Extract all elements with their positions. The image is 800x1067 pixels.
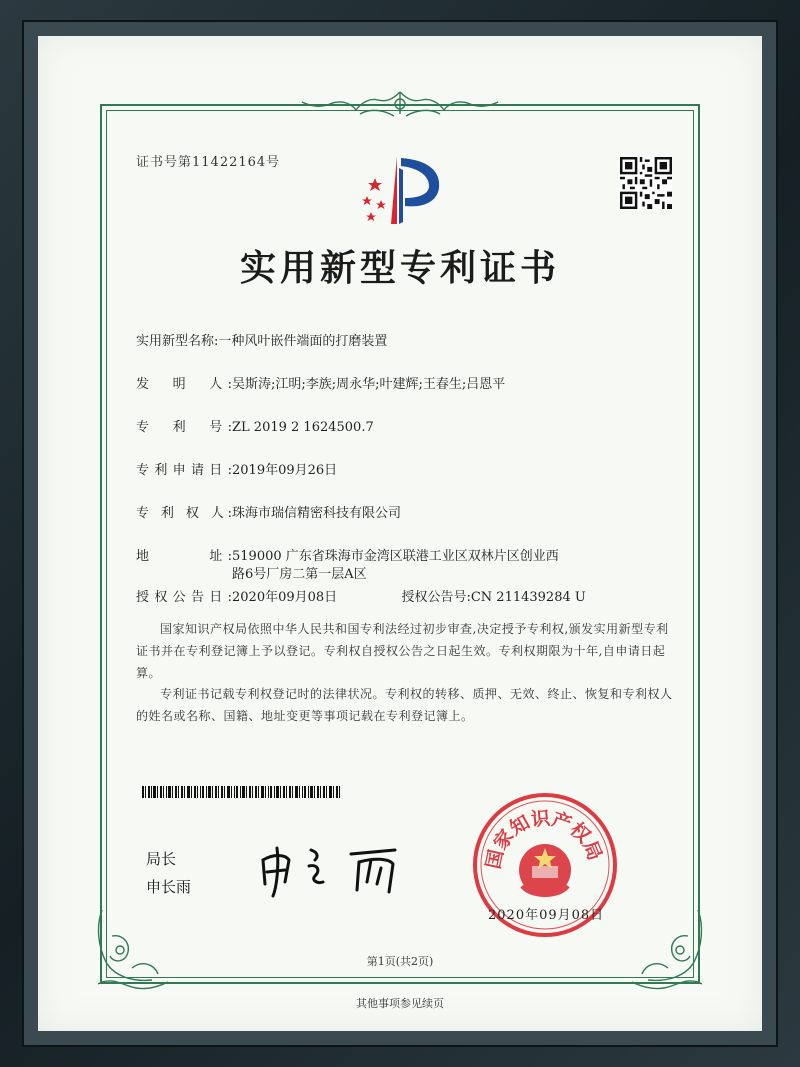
field-label: 授权公告日: bbox=[136, 590, 232, 605]
field-value: 519000 广东省珠海市金湾区联港工业区双林片区创业西 bbox=[232, 549, 559, 564]
handwritten-signature-icon bbox=[255, 830, 415, 900]
seal-text: 国家知识产权局 bbox=[482, 807, 606, 871]
corner-ornament-right-icon bbox=[628, 906, 708, 992]
corner-ornament-left-icon bbox=[92, 906, 172, 992]
field-address bbox=[136, 545, 559, 564]
field-label: 实用新型名称: bbox=[136, 334, 219, 349]
field-label: 专利申请日: bbox=[136, 463, 232, 478]
field-label: 发 明 人: bbox=[136, 377, 232, 392]
field-label: 授权公告号: bbox=[401, 590, 471, 605]
field-label: 地 址: bbox=[136, 549, 232, 564]
field-application-date bbox=[136, 459, 337, 478]
director-name: 申长雨 bbox=[146, 878, 192, 896]
field-value: 2019年09月26日 bbox=[232, 463, 338, 478]
body-paragraph-1: 国家知识产权局依照中华人民共和国专利法经过初步审查,决定授予专利权,颁发实用新型专利证书并在专利登记簿上予以登记。专利权自授权公告之日起生效。专利权期限为十年,自申请日起算。 bbox=[136, 622, 669, 680]
director-title: 局长 bbox=[146, 850, 177, 868]
field-value: 吴斯涛;江明;李族;周永华;叶建辉;王春生;吕恩平 bbox=[232, 377, 506, 392]
field-grant-announcement bbox=[136, 586, 586, 605]
continued-note: 其他事项参见续页 bbox=[356, 997, 444, 1010]
page-number: 第1页(共2页) bbox=[366, 955, 434, 968]
barcode-icon bbox=[142, 786, 342, 798]
field-value: CN 211439284 U bbox=[470, 590, 586, 605]
field-value: ZL 2019 2 1624500.7 bbox=[232, 420, 374, 435]
field-value: 一种风叶嵌件端面的打磨装置 bbox=[218, 334, 388, 349]
field-utility-model-name bbox=[136, 330, 387, 349]
field-value: 2020年09月08日 bbox=[232, 590, 338, 605]
field-label: 专 利 权 人: bbox=[136, 506, 232, 521]
issue-date: 2020年09月08日 bbox=[488, 908, 605, 923]
qr-code-icon bbox=[620, 157, 672, 209]
field-label: 专 利 号: bbox=[136, 420, 232, 435]
certificate-number: 证书号第11422164号 bbox=[136, 155, 281, 170]
certificate-title: 实用新型专利证书 bbox=[239, 247, 560, 289]
field-inventors bbox=[136, 373, 505, 392]
field-address-continued: 路6号厂房二第一层A区 bbox=[232, 567, 367, 582]
field-patent-number bbox=[136, 416, 374, 435]
top-ornament-icon bbox=[300, 88, 500, 120]
cnipa-logo-icon bbox=[345, 150, 455, 230]
field-patentee bbox=[136, 502, 401, 521]
body-paragraph-2: 专利证书记载专利权登记时的法律状况。专利权的转移、质押、无效、终止、恢复和专利权人的姓名或名称、国籍、地址变更等事项记载在专利登记簿上。 bbox=[136, 687, 673, 723]
field-value: 珠海市瑞信精密科技有限公司 bbox=[232, 506, 402, 521]
